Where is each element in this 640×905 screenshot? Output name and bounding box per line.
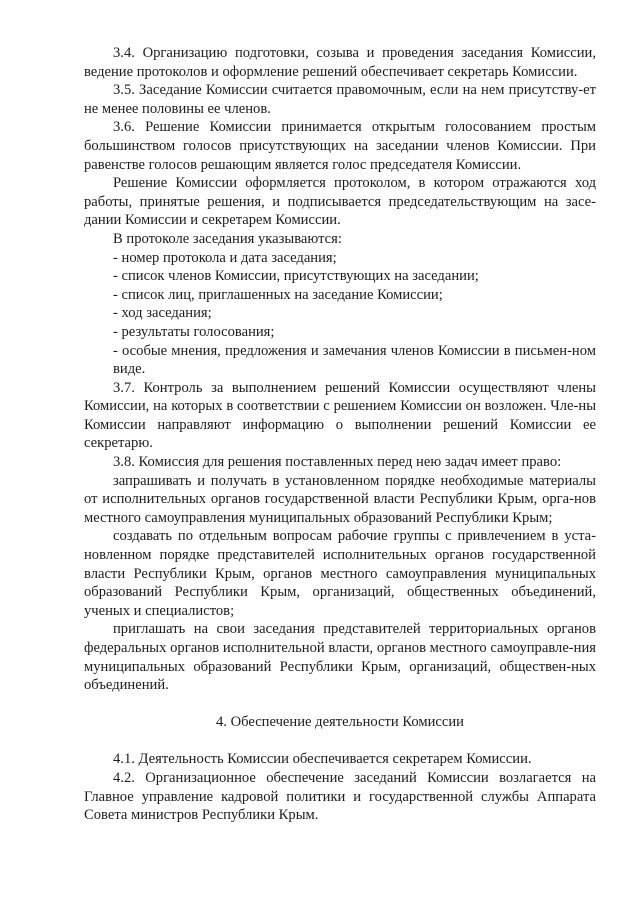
right-create-working-groups: создавать по отдельным вопросам рабочие группы с привлечением в уста-новленном порядке представителей исполнительных органов государственной власти Республики Крым, органов местного самоуправления муниципальных образований Республики Крым, организаций, общественных объединений, ученых и специалистов; xyxy=(84,528,596,619)
list-item: - ход заседания; xyxy=(113,305,212,322)
list-item: - номер протокола и дата заседания; xyxy=(113,249,337,266)
list-item: - список членов Комиссии, присутствующих на заседании; xyxy=(113,268,479,285)
right-request-materials: запрашивать и получать в установленном порядке необходимые материалы от исполнительных органов государственной власти Республики Крым, орга-нов местного самоуправления муниципальных образований Республики Крым; xyxy=(84,472,596,526)
paragraph-4-2: 4.2. Организационное обеспечение заседаний Комиссии возлагается на Главное управление кадровой политики и государственной службы Аппарата Совета министров Республики Крым. xyxy=(84,769,596,824)
paragraph-3-6: 3.6. Решение Комиссии принимается открытым голосованием простым большинством голосов присутствующих на заседании членов Комиссии. При равенстве голосов решающим является голос председателя Комиссии. xyxy=(84,119,596,173)
list-item: - список лиц, приглашенных на заседание Комиссии; xyxy=(113,286,443,303)
list-item: - особые мнения, предложения и замечания членов Комиссии в письмен-ном виде. xyxy=(113,342,596,378)
list-item: - результаты голосования; xyxy=(113,323,275,340)
paragraph-3-7: 3.7. Контроль за выполнением решений Комиссии осуществляют члены Комиссии, на которых в соответствии с решением Комиссии он возложен. Чле-ны Комиссии направляют информацию о выполнении решений Комиссии ее секретарю. xyxy=(84,379,596,452)
document-body xyxy=(84,44,596,825)
right-invite-representatives: приглашать на свои заседания представителей территориальных органов федеральных органов исполнительной власти, органов местного самоуправле-ния муниципальных образований Республики Крым, организаций, обществен-ных объединений. xyxy=(84,621,596,694)
paragraph-3-4: 3.4. Организацию подготовки, созыва и проведения заседания Комиссии, ведение протоколов и оформление решений обеспечивает секретарь Комиссии. xyxy=(84,45,596,80)
paragraph-3-8: 3.8. Комиссия для решения поставленных перед нею задач имеет право: xyxy=(113,454,562,471)
paragraph-4-1: 4.1. Деятельность Комиссии обеспечивается секретарем Комиссии. xyxy=(113,751,532,768)
section-heading: 4. Обеспечение деятельности Комиссии xyxy=(215,713,464,730)
paragraph-3-5: 3.5. Заседание Комиссии считается правомочным, если на нем присутству-ет не менее половины ее членов. xyxy=(84,82,596,117)
paragraph-protocol-intro: В протоколе заседания указываются: xyxy=(113,230,342,247)
paragraph-decision-protocol: Решение Комиссии оформляется протоколом, в котором отражаются ход работы, принятые решения, и подписывается председательствующим на засе-дании Комиссии и секретарем Комиссии. xyxy=(84,175,596,229)
protocol-items-list xyxy=(84,249,596,379)
